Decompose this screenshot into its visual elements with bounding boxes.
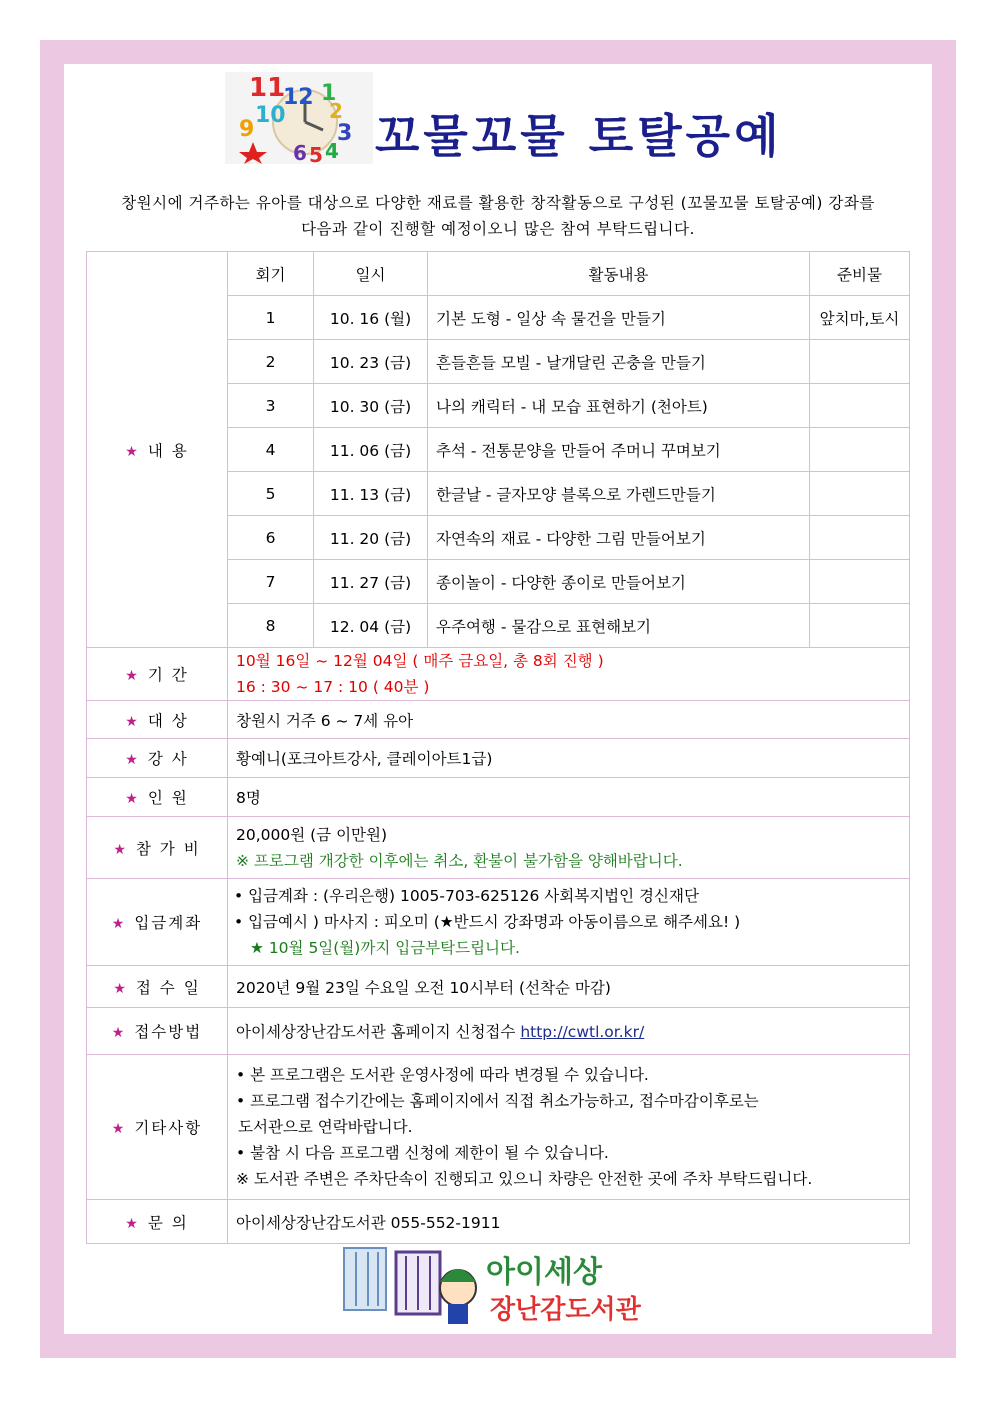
fee-amount: 20,000원 (금 이만원) — [236, 825, 388, 844]
account-example: • 입금예시 ) 마사지 : 피오미 (★반드시 강좌명과 아동이름으로 해주세요! ) — [234, 913, 741, 931]
column-header-activity: 활동내용 — [428, 252, 810, 296]
library-logo — [340, 1242, 652, 1328]
period-label: ★ 기 간 — [87, 648, 228, 701]
session-number: 1 — [228, 296, 314, 340]
other-note: 도서관으로 연락바랍니다. — [238, 1118, 413, 1136]
session-number: 3 — [228, 384, 314, 428]
clock-digit: 11 — [249, 73, 286, 103]
session-date: 12. 04 (금) — [314, 604, 428, 648]
session-activity: 나의 캐릭터 - 내 모습 표현하기 (천아트) — [428, 384, 810, 428]
session-supplies: 앞치마,토시 — [810, 296, 910, 340]
session-date: 11. 13 (금) — [314, 472, 428, 516]
inquiry-value: 아이세상장난감도서관 055-552-1911 — [228, 1200, 910, 1244]
other-value — [228, 1055, 910, 1200]
homepage-link[interactable]: http://cwtl.or.kr/ — [520, 1023, 645, 1041]
session-date: 10. 16 (월) — [314, 296, 428, 340]
account-value — [228, 879, 910, 966]
session-activity: 흔들흔들 모빌 - 날개달린 곤충을 만들기 — [428, 340, 810, 384]
session-supplies — [810, 560, 910, 604]
reception-method-text: 아이세상장난감도서관 홈페이지 신청접수 — [236, 1023, 516, 1041]
session-supplies — [810, 516, 910, 560]
clock-digit: 1 — [321, 81, 337, 106]
intro-line: 다음과 같이 진행할 예정이오니 많은 참여 부탁드립니다. — [301, 220, 695, 238]
session-supplies — [810, 384, 910, 428]
reception-date-row — [87, 966, 910, 1008]
fee-row — [87, 817, 910, 879]
fee-note: ※ 프로그램 개강한 이후에는 취소, 환불이 불가함을 양해바랍니다. — [236, 851, 683, 870]
capacity-label: ★ 인 원 — [87, 778, 228, 817]
instructor-value: 황예니(포크아트강사, 클레이아트1급) — [228, 739, 910, 778]
other-note: • 불참 시 다음 프로그램 신청에 제한이 될 수 있습니다. — [236, 1144, 609, 1162]
reception-method-label: ★ 접수방법 — [87, 1008, 228, 1055]
reception-date-value: 2020년 9월 23일 수요일 오전 10시부터 (선착순 마감) — [228, 966, 910, 1008]
clock-digit: 10 — [255, 103, 286, 128]
period-dates: 10월 16일 ~ 12월 04일 ( 매주 금요일, 총 8회 진행 ) — [236, 652, 604, 670]
inquiry-row — [87, 1200, 910, 1244]
target-value: 창원시 거주 6 ~ 7세 유아 — [228, 701, 910, 739]
intro-line: 창원시에 거주하는 유아를 대상으로 다양한 재료를 활용한 창작활동으로 구성된 (꼬물꼬물 토탈공예) 강좌를 — [121, 194, 875, 212]
other-note: ※ 도서관 주변은 주차단속이 진행되고 있으니 차량은 안전한 곳에 주차 부탁드립니다. — [236, 1170, 813, 1188]
clock-numbers-image — [225, 72, 373, 164]
clock-digit: 9 — [239, 117, 255, 142]
reception-method-value — [228, 1008, 910, 1055]
clock-digit: 5 — [309, 143, 323, 164]
clock-digit: 12 — [283, 85, 314, 110]
reception-method-row — [87, 1008, 910, 1055]
clock-digit: 4 — [325, 139, 339, 163]
fee-value — [228, 817, 910, 879]
account-number: • 입금계좌 : (우리은행) 1005-703-625126 사회복지법인 경신재단 — [234, 887, 699, 905]
session-number: 5 — [228, 472, 314, 516]
session-number: 4 — [228, 428, 314, 472]
session-date: 11. 20 (금) — [314, 516, 428, 560]
other-label: ★ 기타사항 — [87, 1055, 228, 1200]
session-date: 11. 06 (금) — [314, 428, 428, 472]
column-header-date: 일시 — [314, 252, 428, 296]
session-number: 6 — [228, 516, 314, 560]
session-activity: 종이놀이 - 다양한 종이로 만들어보기 — [428, 560, 810, 604]
account-label: ★ 입금계좌 — [87, 879, 228, 966]
clock-digit: 6 — [293, 141, 307, 164]
target-row — [87, 701, 910, 739]
reception-date-label: ★ 접 수 일 — [87, 966, 228, 1008]
capacity-value: 8명 — [228, 778, 910, 817]
instructor-label: ★ 강 사 — [87, 739, 228, 778]
session-number: 8 — [228, 604, 314, 648]
session-date: 10. 23 (금) — [314, 340, 428, 384]
session-supplies — [810, 472, 910, 516]
capacity-row — [87, 778, 910, 817]
session-activity: 추석 - 전통문양을 만들어 주머니 꾸며보기 — [428, 428, 810, 472]
content-label: ★ 내 용 — [87, 252, 228, 648]
session-supplies — [810, 340, 910, 384]
inquiry-label: ★ 문 의 — [87, 1200, 228, 1244]
session-activity: 우주여행 - 물감으로 표현해보기 — [428, 604, 810, 648]
fee-label: ★ 참 가 비 — [87, 817, 228, 879]
logo-subtitle: 장난감도서관 — [490, 1295, 641, 1325]
period-times: 16 : 30 ~ 17 : 10 ( 40분 ) — [236, 678, 430, 696]
schedule-header-row — [87, 252, 910, 296]
period-row — [87, 648, 910, 701]
session-activity: 한글날 - 글자모양 블록으로 가렌드만들기 — [428, 472, 810, 516]
session-supplies — [810, 604, 910, 648]
program-info-table — [86, 251, 910, 1244]
instructor-row — [87, 739, 910, 778]
logo-wordmark: 아이세상 — [486, 1255, 602, 1290]
account-deadline: ★ 10월 5일(월)까지 입금부탁드립니다. — [250, 939, 520, 957]
account-row — [87, 879, 910, 966]
target-label: ★ 대 상 — [87, 701, 228, 739]
session-activity: 기본 도형 - 일상 속 물건을 만들기 — [428, 296, 810, 340]
other-row — [87, 1055, 910, 1200]
session-date: 11. 27 (금) — [314, 560, 428, 604]
clock-digit: 3 — [337, 121, 353, 146]
session-activity: 자연속의 재료 - 다양한 그림 만들어보기 — [428, 516, 810, 560]
session-number: 2 — [228, 340, 314, 384]
column-header-session: 회기 — [228, 252, 314, 296]
page-title: 꼬물꼬물 토탈공예 — [375, 109, 783, 163]
intro-text — [70, 190, 926, 242]
session-number: 7 — [228, 560, 314, 604]
session-date: 10. 30 (금) — [314, 384, 428, 428]
session-supplies — [810, 428, 910, 472]
column-header-supplies: 준비물 — [810, 252, 910, 296]
clock-digit: 2 — [329, 99, 343, 123]
other-note: • 본 프로그램은 도서관 운영사정에 따라 변경될 수 있습니다. — [236, 1066, 649, 1084]
period-value — [228, 648, 910, 701]
other-note: • 프로그램 접수기간에는 홈페이지에서 직접 취소가능하고, 접수마감이후로는 — [236, 1092, 759, 1110]
